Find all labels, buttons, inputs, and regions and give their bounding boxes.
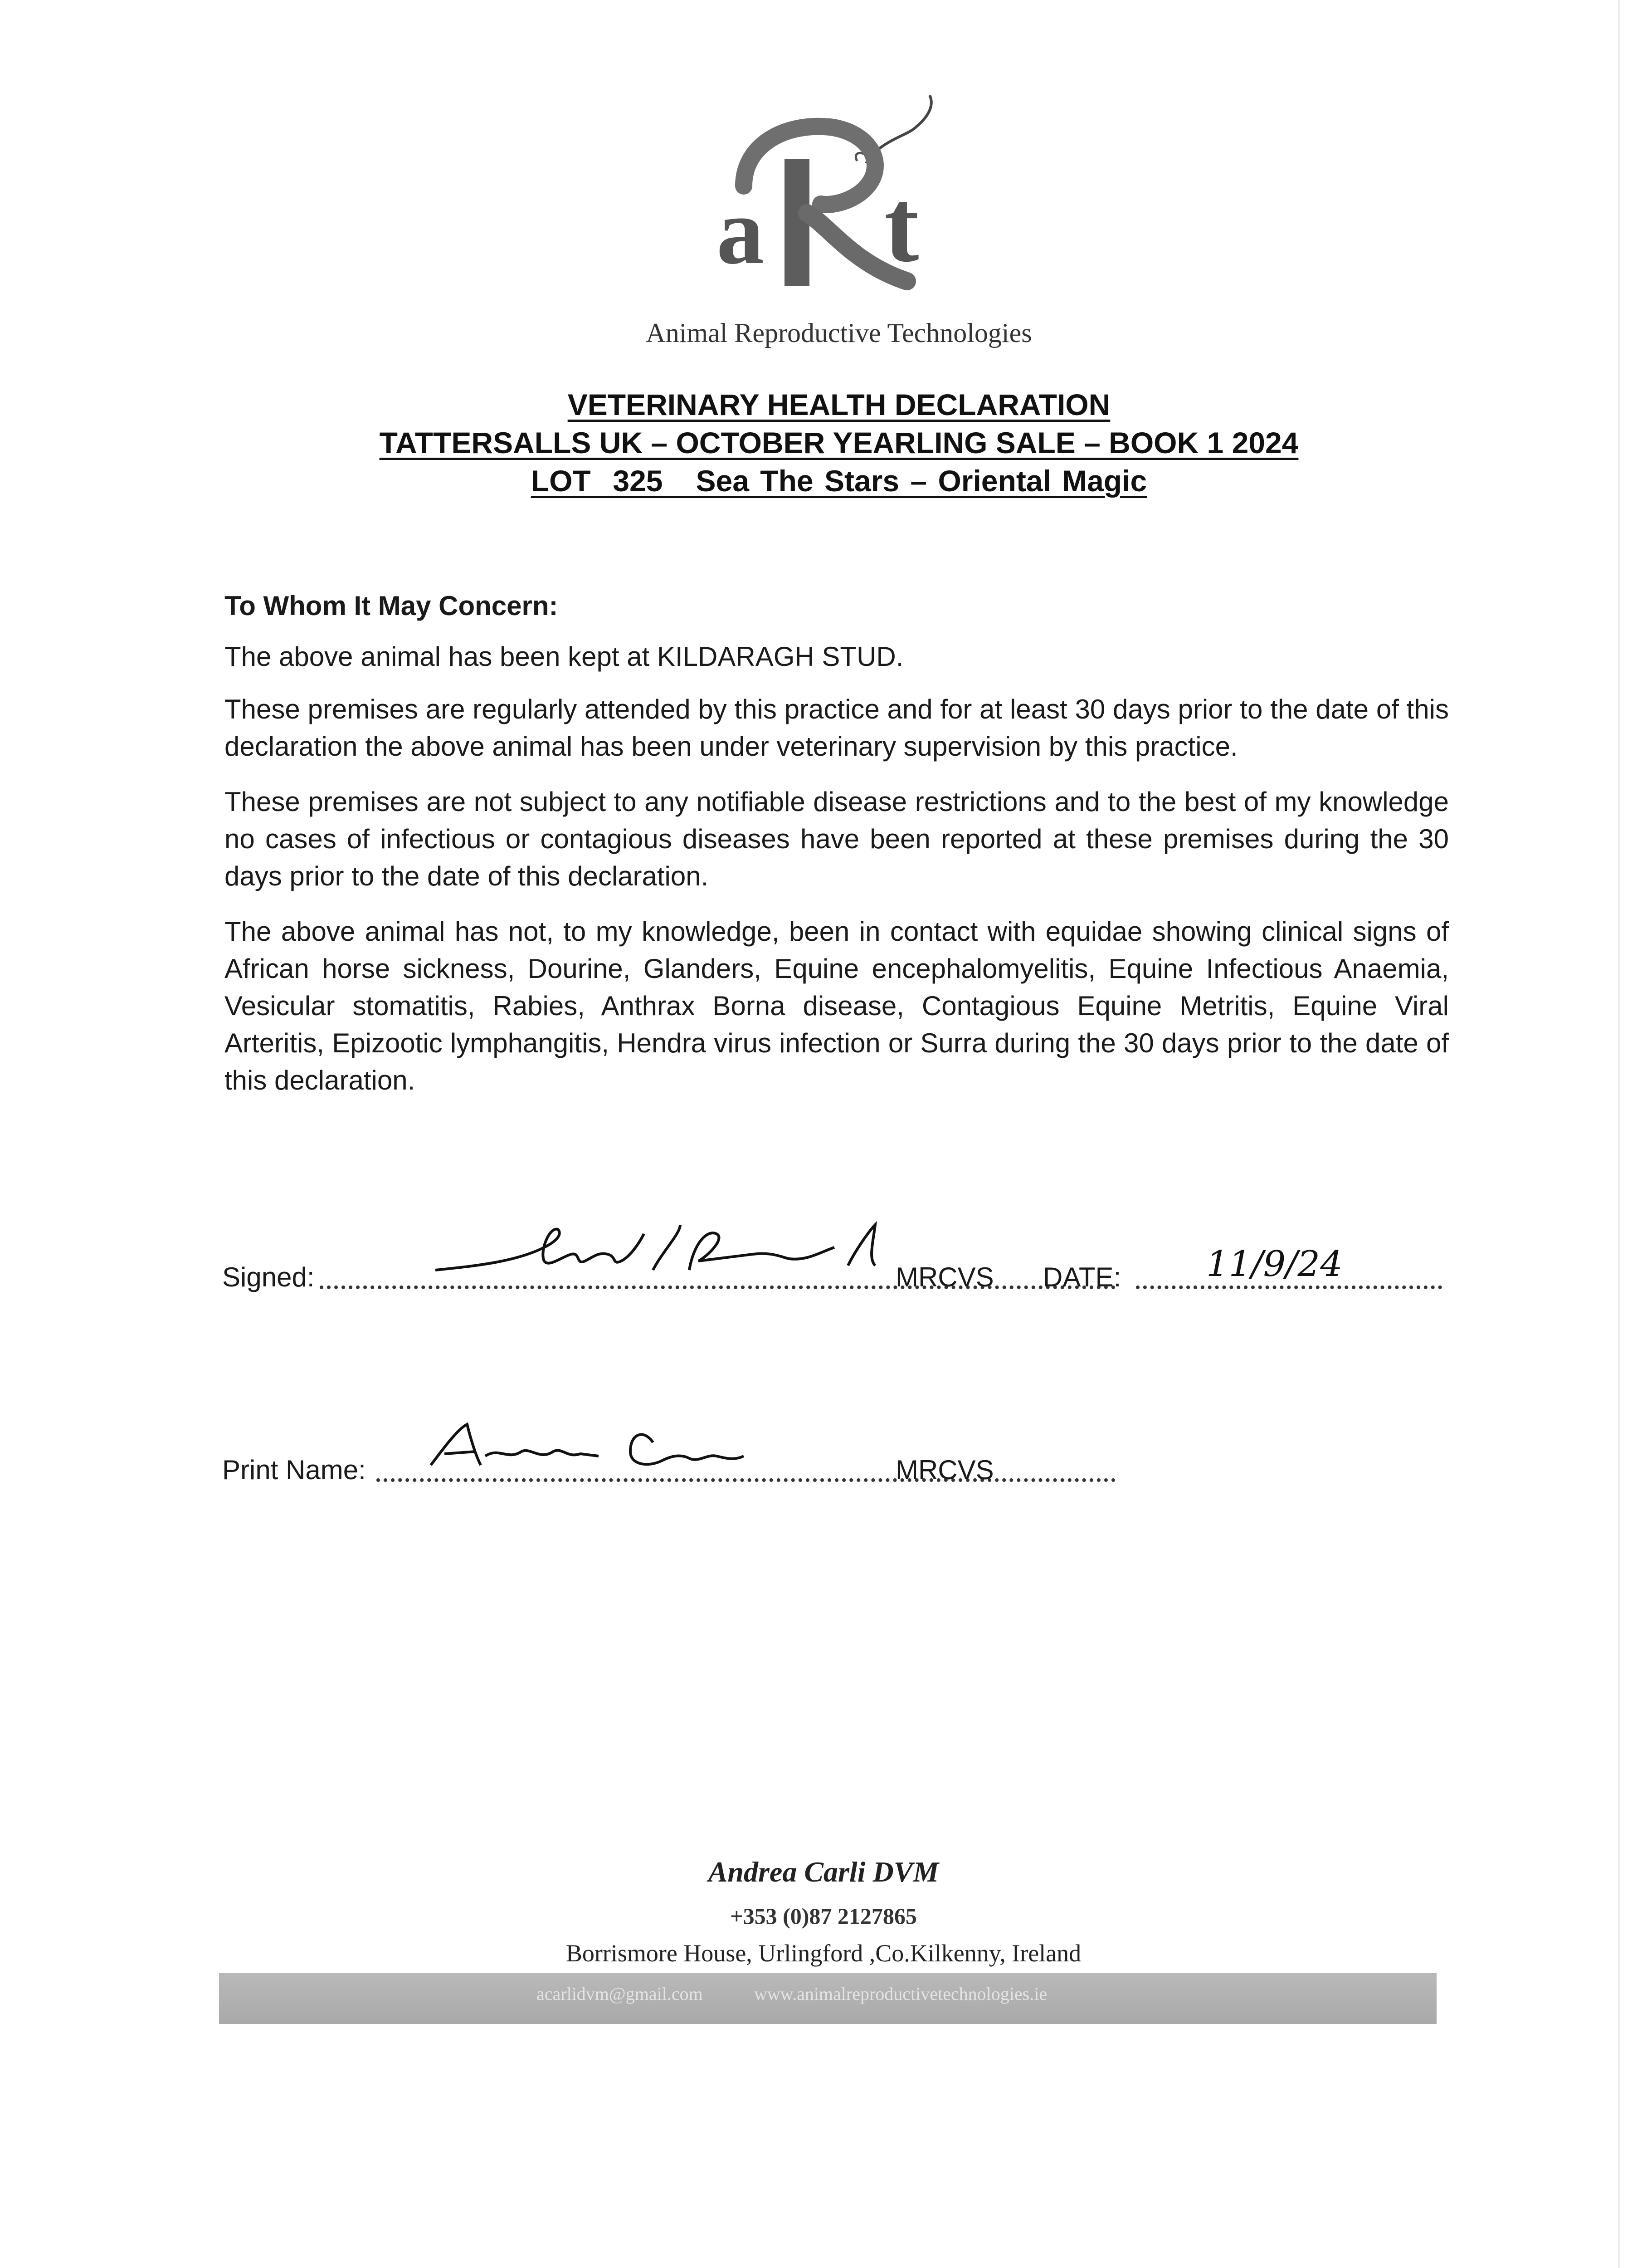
title-line-2: TATTERSALLS UK – OCTOBER YEARLING SALE – BOOK 1 2024 xyxy=(379,426,1299,459)
svg-text:a: a xyxy=(716,179,764,284)
salutation: To Whom It May Concern: xyxy=(224,591,558,621)
print-name-label: Print Name: xyxy=(222,1455,366,1485)
title-line-3: LOT 325 Sea The Stars – Oriental Magic xyxy=(531,464,1147,498)
paragraph-restrictions: These premises are not subject to any notifiable disease restrictions and to the best of my knowledge no cases of infectious or contagious diseases have been reported at these premises during the 30 days prior to the date of this declaration. xyxy=(224,787,1449,891)
svg-text:t: t xyxy=(884,168,919,284)
paragraph-diseases: The above animal has not, to my knowledge, been in contact with equidae showing clinical signs of African horse sickness, Dourine, Glanders, Equine encephalomyelitis, Equine Infectious Anaemia, Vesicular stomatitis, Rabies, Anthrax Borna disease, Contagious Equine Metritis, Equine Viral Arteritis, Epizootic lymphangitis, Hendra virus infection or Surra during the 30 days prior to the date of this declaration. xyxy=(224,916,1449,1095)
title-line-1: VETERINARY HEALTH DECLARATION xyxy=(567,388,1111,421)
date-dotted-line xyxy=(1136,1286,1442,1289)
footer-website-link[interactable]: www.animalreproductivetechnologies.ie xyxy=(754,1984,1048,2004)
printed-name-icon xyxy=(417,1411,825,1488)
paragraph-premises: The above animal has been kept at KILDARAGH STUD. xyxy=(224,641,904,672)
print-name-row xyxy=(222,1436,1456,1490)
print-name-suffix: MRCVS xyxy=(896,1455,994,1485)
footer-address: Borrismore House, Urlingford ,Co.Kilkenny, Ireland xyxy=(565,1940,1082,1967)
paragraph-supervision: These premises are regularly attended by this practice and for at least 30 days prior to the date of this declaration the above animal has been under veterinary supervision by this practice. xyxy=(224,694,1449,762)
date-label: DATE: xyxy=(1043,1262,1121,1292)
date-value: 11/9/24 xyxy=(1206,1244,1343,1285)
art-logo-icon xyxy=(716,91,961,322)
signed-suffix: MRCVS xyxy=(896,1262,994,1292)
footer-vet-name: Andrea Carli DVM xyxy=(708,1856,939,1888)
document-title xyxy=(363,386,1315,500)
declaration-body xyxy=(224,587,1449,1117)
logo-tagline: Animal Reproductive Technologies xyxy=(646,318,1032,348)
company-logo xyxy=(635,91,1043,354)
signed-row xyxy=(222,1243,1456,1297)
footer-email-link[interactable]: acarlidvm@gmail.com xyxy=(536,1984,703,2004)
footer-contact-bar xyxy=(219,1973,1437,2024)
footer-phone: +353 (0)87 2127865 xyxy=(730,1903,917,1929)
signed-label: Signed: xyxy=(222,1262,315,1292)
